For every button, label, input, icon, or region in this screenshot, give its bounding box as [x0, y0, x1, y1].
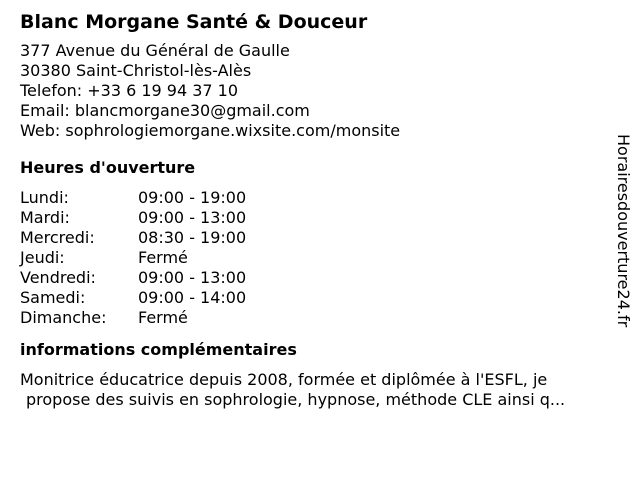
time-value: Fermé	[138, 248, 188, 267]
hours-row-friday	[20, 268, 610, 288]
business-card	[20, 10, 610, 410]
hours-row-thursday	[20, 248, 610, 268]
day-label: Samedi:	[20, 288, 86, 307]
time-value: 09:00 - 19:00	[138, 188, 247, 207]
site-watermark: Horairesdouverture24.fr	[614, 134, 633, 328]
hours-row-wednesday	[20, 228, 610, 248]
info-text-line-1: Monitrice éducatrice depuis 2008, formée et diplômée à l'ESFL, je	[20, 370, 548, 389]
hours-row-monday	[20, 188, 610, 208]
time-value: 09:00 - 14:00	[138, 288, 247, 307]
day-label: Lundi:	[20, 188, 69, 207]
business-name: Blanc Morgane Santé & Douceur	[20, 11, 368, 33]
phone-line: Telefon: +33 6 19 94 37 10	[20, 81, 239, 100]
hours-row-sunday	[20, 308, 610, 328]
day-label: Dimanche:	[20, 308, 107, 327]
day-label: Mercredi:	[20, 228, 95, 247]
hours-row-saturday	[20, 288, 610, 308]
day-label: Mardi:	[20, 208, 70, 227]
time-value: Fermé	[138, 308, 188, 327]
day-label: Vendredi:	[20, 268, 96, 287]
time-value: 09:00 - 13:00	[138, 268, 247, 287]
day-label: Jeudi:	[20, 248, 65, 267]
email-line: Email: blancmorgane30@gmail.com	[20, 101, 310, 120]
info-text-line-2: propose des suivis en sophrologie, hypnose, méthode CLE ainsi q...	[26, 390, 566, 409]
time-value: 08:30 - 19:00	[138, 228, 247, 247]
hours-table	[20, 188, 610, 328]
address-line-2: 30380 Saint-Christol-lès-Alès	[20, 61, 252, 80]
info-heading: informations complémentaires	[20, 340, 297, 359]
hours-heading: Heures d'ouverture	[20, 158, 196, 177]
web-line: Web: sophrologiemorgane.wixsite.com/monsite	[20, 121, 401, 140]
address-line-1: 377 Avenue du Général de Gaulle	[20, 41, 290, 60]
hours-row-tuesday	[20, 208, 610, 228]
time-value: 09:00 - 13:00	[138, 208, 247, 227]
